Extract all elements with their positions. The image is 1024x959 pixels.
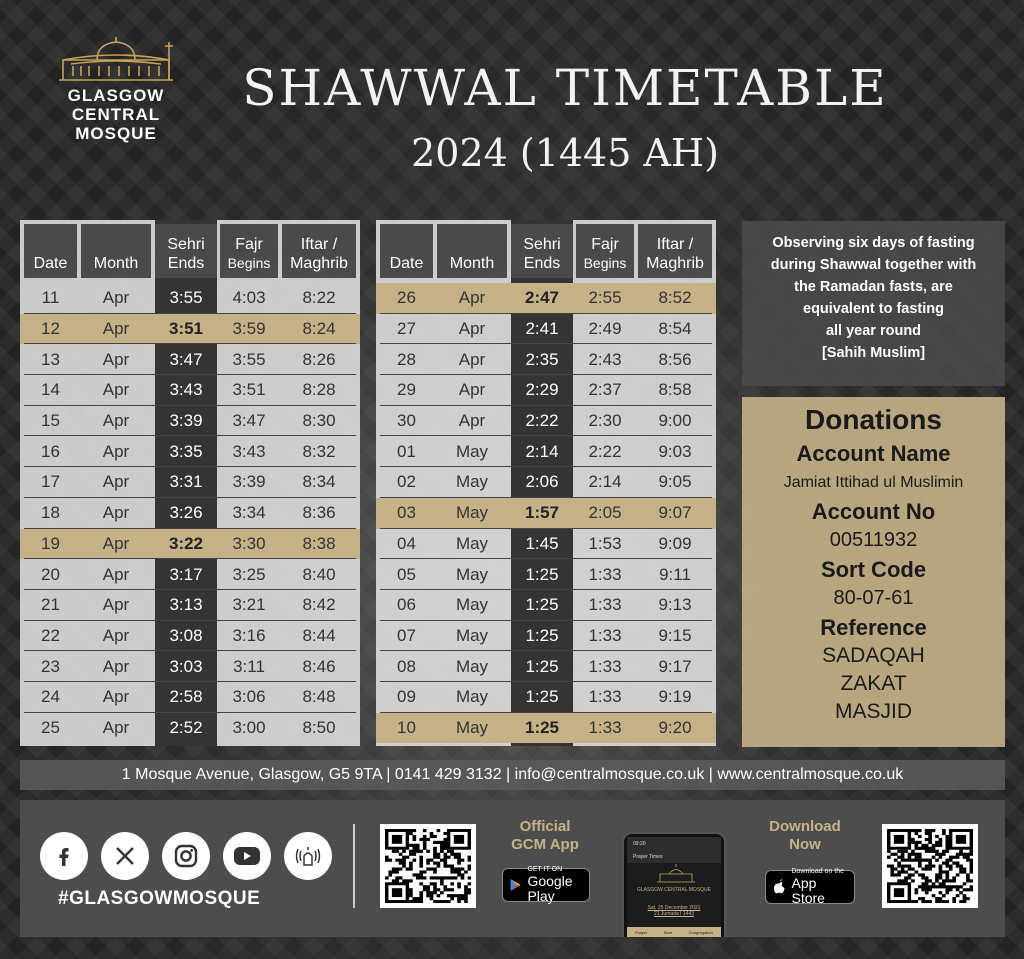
column-header-fajr: Fajr Begins bbox=[576, 224, 634, 278]
cell-month: May bbox=[455, 503, 489, 523]
google-play-big: Google Play bbox=[527, 873, 573, 904]
cell-sehri: 3:39 bbox=[169, 411, 203, 431]
cell-iftar: 9:15 bbox=[658, 625, 692, 645]
cell-month: May bbox=[455, 717, 489, 737]
cell-fajr: 3:21 bbox=[232, 595, 266, 615]
apple-icon bbox=[773, 878, 785, 896]
cell-iftar: 8:34 bbox=[302, 472, 336, 492]
cell-fajr: 1:33 bbox=[588, 687, 622, 707]
cell-iftar: 8:58 bbox=[658, 380, 692, 400]
column-header-date: Date bbox=[24, 224, 77, 278]
cell-sehri: 1:25 bbox=[525, 656, 559, 676]
download-line: Now bbox=[789, 836, 821, 853]
x-icon[interactable] bbox=[101, 832, 149, 880]
cell-month: May bbox=[455, 441, 489, 461]
table-row bbox=[20, 651, 360, 682]
cell-sehri: 3:03 bbox=[169, 656, 203, 676]
cell-date: 16 bbox=[41, 441, 60, 461]
cell-iftar: 8:44 bbox=[302, 625, 336, 645]
quote-line: all year round bbox=[825, 323, 922, 339]
phone-tab: Congregation bbox=[688, 929, 713, 935]
quote-line: [Sahih Muslim] bbox=[821, 345, 926, 361]
table-row bbox=[20, 559, 360, 590]
reference-value: ZAKAT bbox=[840, 672, 907, 695]
cell-iftar: 9:17 bbox=[658, 656, 692, 676]
app-store-small: Download on the bbox=[791, 868, 845, 875]
table-row bbox=[376, 344, 716, 375]
cell-month: Apr bbox=[102, 380, 130, 400]
cell-date: 29 bbox=[397, 380, 416, 400]
cell-fajr: 2:49 bbox=[588, 319, 622, 339]
cell-month: May bbox=[455, 687, 489, 707]
cell-sehri: 3:35 bbox=[169, 441, 203, 461]
cell-date: 22 bbox=[41, 625, 60, 645]
cell-sehri: 1:25 bbox=[525, 687, 559, 707]
cell-iftar: 9:20 bbox=[658, 717, 692, 737]
cell-fajr: 2:05 bbox=[588, 503, 622, 523]
cell-sehri: 3:08 bbox=[169, 625, 203, 645]
column-header-iftar: Iftar / Maghrib bbox=[282, 224, 356, 278]
cell-iftar: 8:26 bbox=[302, 349, 336, 369]
cell-fajr: 3:55 bbox=[232, 349, 266, 369]
phone-header: Prayer Times bbox=[633, 854, 663, 860]
table-row bbox=[376, 529, 716, 560]
download-heading bbox=[760, 818, 850, 854]
account-no-value: 00511932 bbox=[829, 529, 918, 551]
cell-month: Apr bbox=[102, 533, 130, 553]
cell-month: Apr bbox=[102, 503, 130, 523]
cell-fajr: 4:03 bbox=[232, 288, 266, 308]
cell-iftar: 9:07 bbox=[658, 503, 692, 523]
cell-month: May bbox=[455, 564, 489, 584]
cell-date: 24 bbox=[41, 687, 60, 707]
cell-date: 19 bbox=[41, 533, 60, 553]
quote-line: equivalent to fasting bbox=[803, 301, 944, 317]
cell-fajr: 1:33 bbox=[588, 595, 622, 615]
reference-value: MASJID bbox=[834, 700, 912, 723]
cell-fajr: 2:14 bbox=[588, 472, 622, 492]
page-title: SHAWWAL TIMETABLE bbox=[242, 59, 888, 117]
cell-fajr: 3:59 bbox=[232, 319, 266, 339]
cell-fajr: 2:43 bbox=[588, 349, 622, 369]
table-row bbox=[20, 713, 360, 744]
cell-iftar: 9:00 bbox=[658, 411, 692, 431]
logo-line: CENTRAL bbox=[71, 105, 161, 124]
cell-iftar: 8:56 bbox=[658, 349, 692, 369]
app-store-big: App Store bbox=[791, 875, 825, 906]
account-no-label: Account No bbox=[811, 499, 936, 524]
phone-date1: Sat, 25 December 2021 bbox=[647, 905, 701, 911]
cell-fajr: 2:55 bbox=[588, 288, 622, 308]
cell-iftar: 9:03 bbox=[658, 441, 692, 461]
cell-iftar: 8:40 bbox=[302, 564, 336, 584]
instagram-icon[interactable] bbox=[162, 832, 210, 880]
cell-iftar: 8:38 bbox=[302, 533, 336, 553]
cell-month: Apr bbox=[102, 625, 130, 645]
cell-fajr: 1:33 bbox=[588, 656, 622, 676]
official-app-heading bbox=[500, 818, 590, 854]
cell-sehri: 1:25 bbox=[511, 713, 573, 744]
cell-sehri: 3:26 bbox=[169, 503, 203, 523]
cell-sehri: 2:58 bbox=[169, 687, 203, 707]
cell-date: 13 bbox=[41, 349, 60, 369]
reference-label: Reference bbox=[820, 615, 927, 640]
cell-fajr: 3:34 bbox=[232, 503, 266, 523]
cell-sehri: 1:25 bbox=[525, 595, 559, 615]
hashtag: #GLASGOWMOSQUE bbox=[58, 888, 261, 909]
qr-code-right[interactable] bbox=[882, 824, 978, 908]
cell-iftar: 9:11 bbox=[659, 564, 691, 584]
cell-iftar: 8:50 bbox=[302, 717, 336, 737]
cell-date: 07 bbox=[397, 625, 416, 645]
cell-month: Apr bbox=[102, 717, 130, 737]
cell-month: Apr bbox=[102, 656, 130, 676]
cell-month: Apr bbox=[102, 288, 130, 308]
table-row bbox=[376, 590, 716, 621]
cell-date: 01 bbox=[397, 441, 416, 461]
cell-month: Apr bbox=[102, 472, 130, 492]
page-subtitle: 2024 (1445 AH) bbox=[411, 131, 719, 175]
cell-iftar: 8:24 bbox=[302, 319, 336, 339]
cell-month: Apr bbox=[458, 411, 486, 431]
table-row bbox=[20, 436, 360, 467]
cell-iftar: 8:48 bbox=[302, 687, 336, 707]
cell-date: 04 bbox=[397, 533, 416, 553]
table-row bbox=[376, 406, 716, 437]
cell-date: 21 bbox=[41, 595, 60, 615]
table-row bbox=[20, 344, 360, 375]
cell-fajr: 3:25 bbox=[232, 564, 266, 584]
cell-month: Apr bbox=[102, 411, 130, 431]
cell-sehri: 3:17 bbox=[169, 564, 203, 584]
cell-month: Apr bbox=[458, 319, 486, 339]
table-header bbox=[376, 220, 716, 278]
account-name-label: Account Name bbox=[796, 441, 951, 466]
cell-sehri: 2:29 bbox=[525, 380, 559, 400]
cell-iftar: 8:54 bbox=[658, 319, 692, 339]
cell-month: Apr bbox=[458, 288, 486, 308]
cell-date: 15 bbox=[41, 411, 60, 431]
table-row bbox=[20, 283, 360, 314]
cell-iftar: 9:09 bbox=[658, 533, 692, 553]
cell-iftar: 9:19 bbox=[658, 687, 692, 707]
cell-date: 26 bbox=[397, 288, 416, 308]
phone-time: 09:20 bbox=[633, 841, 646, 847]
cell-month: Apr bbox=[102, 687, 130, 707]
quote-line: during Shawwal together with bbox=[770, 257, 977, 273]
download-line: Download bbox=[769, 818, 841, 835]
cell-sehri: 1:25 bbox=[525, 564, 559, 584]
cell-sehri: 2:06 bbox=[525, 472, 559, 492]
cell-sehri: 2:14 bbox=[525, 441, 559, 461]
cell-iftar: 8:36 bbox=[302, 503, 336, 523]
cell-iftar: 8:42 bbox=[302, 595, 336, 615]
table-row bbox=[20, 467, 360, 498]
cell-date: 06 bbox=[397, 595, 416, 615]
cell-fajr: 2:37 bbox=[588, 380, 622, 400]
cell-sehri: 1:25 bbox=[525, 625, 559, 645]
logo-line: GLASGOW bbox=[67, 86, 165, 105]
cell-month: May bbox=[455, 656, 489, 676]
cell-fajr: 3:47 bbox=[232, 411, 266, 431]
logo-line: MOSQUE bbox=[75, 124, 157, 143]
phone-tab: Prayer bbox=[635, 929, 648, 935]
table-row bbox=[20, 621, 360, 652]
column-header-sehri: Sehri Ends bbox=[155, 224, 217, 278]
table-row bbox=[376, 621, 716, 652]
cell-month: Apr bbox=[458, 349, 486, 369]
cell-date: 17 bbox=[41, 472, 60, 492]
mosque-app-icon[interactable] bbox=[284, 832, 332, 880]
contact-address-bar: 1 Mosque Avenue, Glasgow, G5 9TA | 0141 429 3132 | info@centralmosque.co.uk | www.centralmosque.co.uk bbox=[20, 760, 1005, 790]
cell-fajr: 1:33 bbox=[588, 625, 622, 645]
column-header-month: Month bbox=[81, 224, 151, 278]
cell-fajr: 1:33 bbox=[588, 564, 622, 584]
table-row bbox=[376, 713, 716, 744]
cell-sehri: 3:55 bbox=[169, 288, 203, 308]
cell-date: 14 bbox=[41, 380, 60, 400]
table-row bbox=[376, 467, 716, 498]
cell-fajr: 3:11 bbox=[233, 656, 265, 676]
cell-month: Apr bbox=[102, 564, 130, 584]
app-store-button[interactable] bbox=[765, 870, 855, 904]
table-row bbox=[20, 375, 360, 406]
mosque-silhouette-icon bbox=[53, 36, 179, 82]
table-row bbox=[376, 314, 716, 345]
phone-tab: Start bbox=[663, 929, 673, 935]
table-row bbox=[376, 651, 716, 682]
cell-fajr: 1:53 bbox=[588, 533, 622, 553]
cell-iftar: 9:13 bbox=[658, 595, 692, 615]
cell-sehri: 3:47 bbox=[169, 349, 203, 369]
cell-sehri: 1:45 bbox=[525, 533, 559, 553]
cell-date: 11 bbox=[41, 288, 60, 308]
youtube-icon[interactable] bbox=[223, 832, 271, 880]
column-header-month: Month bbox=[437, 224, 507, 278]
phone-brand: GLASGOW CENTRAL MOSQUE bbox=[637, 887, 711, 893]
cell-date: 02 bbox=[397, 472, 416, 492]
cell-iftar: 9:05 bbox=[658, 472, 692, 492]
cell-month: Apr bbox=[102, 349, 130, 369]
sort-code-label: Sort Code bbox=[820, 557, 927, 582]
cell-month: Apr bbox=[102, 319, 130, 339]
cell-fajr: 3:43 bbox=[232, 441, 266, 461]
qr-code-left[interactable] bbox=[380, 824, 476, 908]
cell-date: 20 bbox=[41, 564, 60, 584]
donations-title: Donations bbox=[805, 404, 942, 435]
cell-fajr: 2:30 bbox=[588, 411, 622, 431]
cell-date: 27 bbox=[397, 319, 416, 339]
cell-iftar: 8:32 bbox=[302, 441, 336, 461]
donations-panel bbox=[742, 397, 1005, 747]
account-name-value: Jamiat Ittihad ul Muslimin bbox=[783, 474, 964, 491]
cell-date: 23 bbox=[41, 656, 60, 676]
timetable-right bbox=[376, 220, 716, 746]
cell-date: 03 bbox=[397, 503, 416, 523]
column-header-fajr: Fajr Begins bbox=[220, 224, 278, 278]
cell-fajr: 1:33 bbox=[588, 717, 622, 737]
cell-date: 25 bbox=[41, 717, 60, 737]
footer-panel bbox=[20, 800, 1005, 937]
table-row bbox=[376, 283, 716, 314]
hadith-quote bbox=[742, 221, 1005, 386]
cell-date: 09 bbox=[397, 687, 416, 707]
social-links bbox=[40, 832, 332, 880]
table-row bbox=[376, 436, 716, 467]
cell-iftar: 8:52 bbox=[658, 288, 692, 308]
cell-iftar: 8:46 bbox=[302, 656, 336, 676]
cell-sehri: 3:31 bbox=[169, 472, 203, 492]
table-row bbox=[376, 682, 716, 713]
timetable-left bbox=[20, 220, 360, 746]
quote-line: the Ramadan fasts, are bbox=[794, 279, 953, 295]
cell-month: Apr bbox=[458, 380, 486, 400]
divider bbox=[353, 824, 355, 908]
cell-sehri: 3:22 bbox=[155, 529, 217, 560]
cell-iftar: 8:22 bbox=[302, 288, 336, 308]
cell-fajr: 3:00 bbox=[232, 717, 266, 737]
cell-month: Apr bbox=[102, 595, 130, 615]
cell-sehri: 2:52 bbox=[169, 717, 203, 737]
app-title-line: GCM App bbox=[511, 836, 579, 853]
table-row bbox=[376, 498, 716, 529]
google-play-small: GET IT ON bbox=[527, 866, 563, 873]
table-row bbox=[20, 498, 360, 529]
table-header bbox=[20, 220, 360, 278]
cell-sehri: 2:47 bbox=[511, 283, 573, 314]
cell-sehri: 2:41 bbox=[525, 319, 559, 339]
cell-date: 30 bbox=[397, 411, 416, 431]
table-row bbox=[20, 682, 360, 713]
cell-fajr: 3:30 bbox=[232, 533, 266, 553]
cell-sehri: 2:22 bbox=[525, 411, 559, 431]
cell-month: May bbox=[455, 533, 489, 553]
google-play-button[interactable] bbox=[502, 868, 590, 902]
quote-line: Observing six days of fasting bbox=[772, 235, 975, 251]
table-row bbox=[20, 529, 360, 560]
table-row bbox=[20, 590, 360, 621]
cell-fajr: 3:06 bbox=[232, 687, 266, 707]
sort-code-value: 80-07-61 bbox=[833, 587, 914, 609]
cell-iftar: 8:30 bbox=[302, 411, 336, 431]
cell-sehri: 2:35 bbox=[525, 349, 559, 369]
phone-date2: 21 Jumada I 1443 bbox=[653, 911, 695, 917]
cell-fajr: 3:16 bbox=[232, 625, 266, 645]
cell-iftar: 8:28 bbox=[302, 380, 336, 400]
cell-month: May bbox=[455, 595, 489, 615]
cell-fajr: 3:51 bbox=[232, 380, 266, 400]
cell-sehri: 1:57 bbox=[511, 498, 573, 529]
phone-mosque-icon bbox=[627, 863, 725, 883]
column-header-date: Date bbox=[380, 224, 433, 278]
cell-sehri: 3:13 bbox=[169, 595, 203, 615]
cell-month: May bbox=[455, 625, 489, 645]
table-row bbox=[20, 314, 360, 345]
cell-date: 08 bbox=[397, 656, 416, 676]
app-phone-preview bbox=[622, 832, 726, 937]
mosque-logo bbox=[48, 36, 184, 143]
table-row bbox=[20, 406, 360, 437]
cell-sehri: 3:51 bbox=[155, 314, 217, 345]
cell-date: 10 bbox=[397, 717, 416, 737]
reference-value: SADAQAH bbox=[822, 644, 925, 667]
app-title-line: Official bbox=[519, 818, 571, 835]
cell-month: Apr bbox=[102, 441, 130, 461]
cell-sehri: 3:43 bbox=[169, 380, 203, 400]
google-play-icon bbox=[510, 876, 521, 894]
cell-fajr: 3:39 bbox=[232, 472, 266, 492]
table-row bbox=[376, 375, 716, 406]
table-row bbox=[376, 559, 716, 590]
cell-date: 05 bbox=[397, 564, 416, 584]
cell-date: 18 bbox=[41, 503, 60, 523]
cell-date: 12 bbox=[41, 319, 60, 339]
cell-fajr: 2:22 bbox=[588, 441, 622, 461]
cell-month: May bbox=[455, 472, 489, 492]
column-header-sehri: Sehri Ends bbox=[511, 224, 573, 278]
cell-date: 28 bbox=[397, 349, 416, 369]
facebook-icon[interactable] bbox=[40, 832, 88, 880]
column-header-iftar: Iftar / Maghrib bbox=[638, 224, 712, 278]
